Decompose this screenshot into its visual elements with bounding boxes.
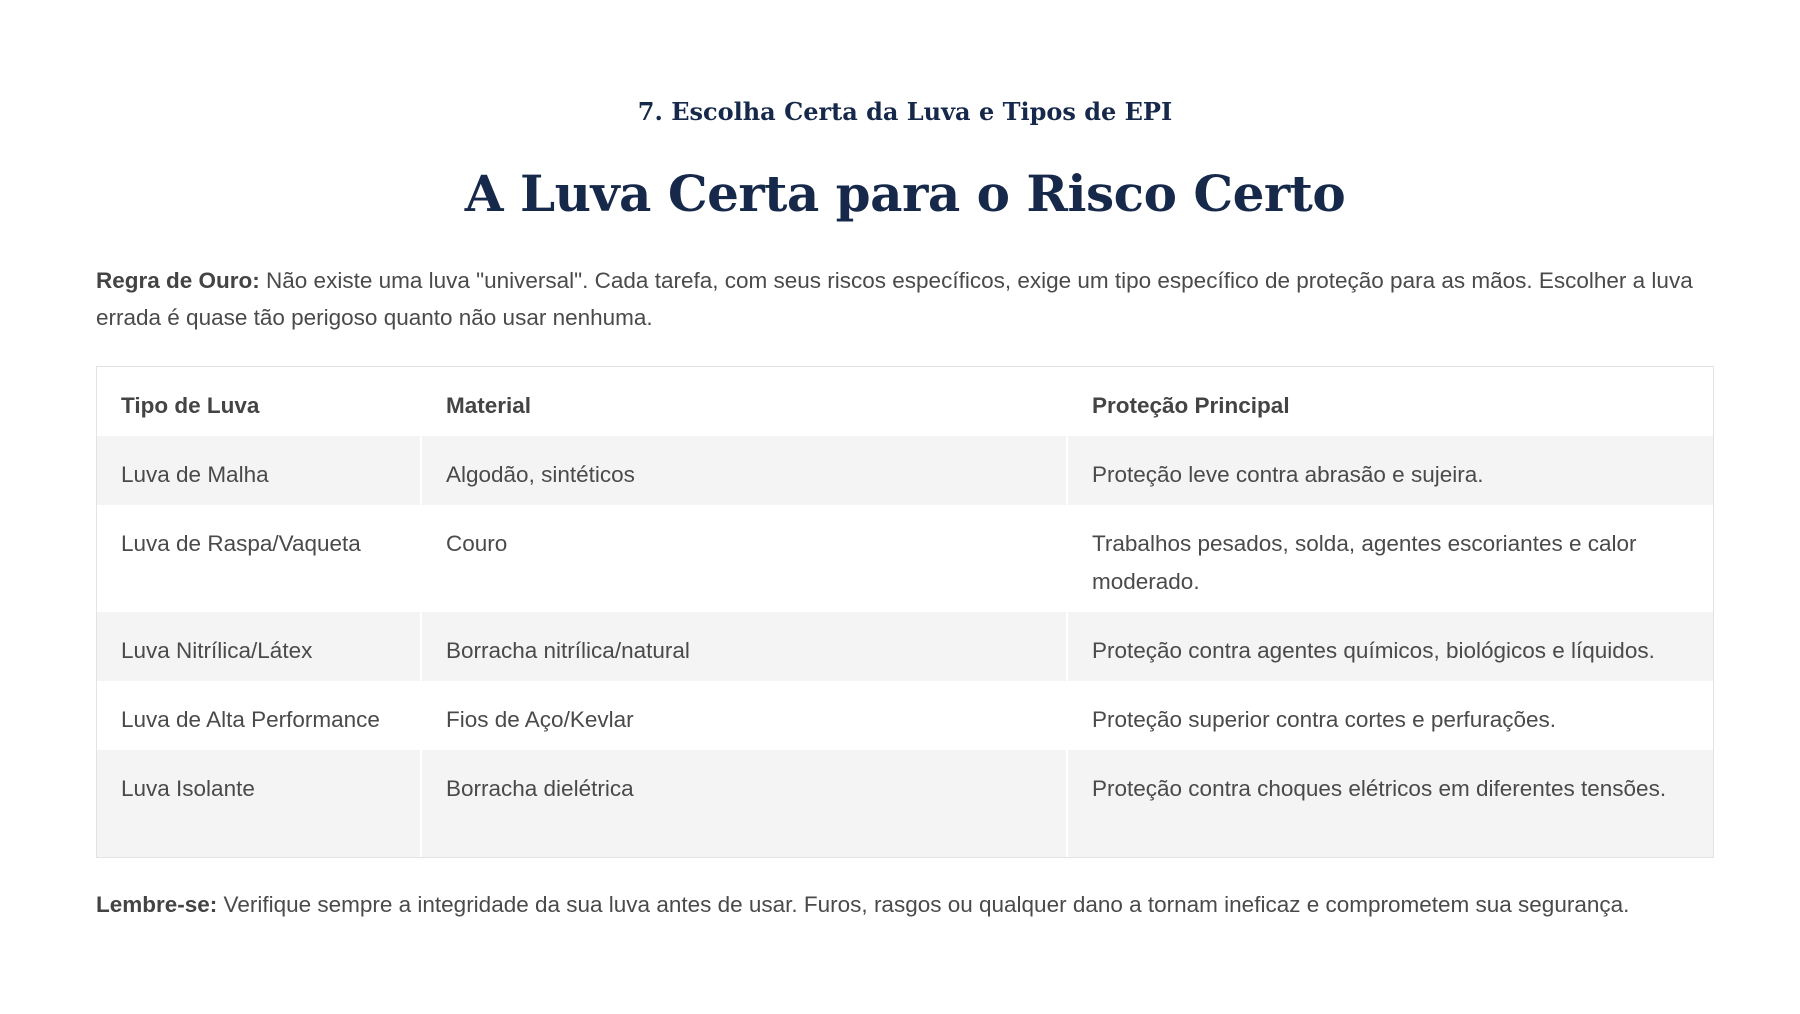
page-title: A Luva Certa para o Risco Certo: [464, 164, 1346, 223]
cell-protection: Proteção contra agentes químicos, biológicos e líquidos.: [1067, 612, 1713, 681]
cell-material: Couro: [421, 505, 1067, 612]
table-header-row: [97, 367, 1713, 436]
table-row: [97, 750, 1713, 857]
table-row: [97, 436, 1713, 505]
cell-material: Borracha dielétrica: [421, 750, 1067, 857]
note-label: Lembre-se:: [96, 892, 218, 917]
cell-protection: Proteção superior contra cortes e perfurações.: [1067, 681, 1713, 750]
cell-material: Borracha nitrílica/natural: [421, 612, 1067, 681]
column-header-material: Material: [421, 367, 1067, 436]
cell-material: Algodão, sintéticos: [421, 436, 1067, 505]
column-header-type: Tipo de Luva: [97, 367, 421, 436]
table-row: [97, 505, 1713, 612]
intro-paragraph: [96, 262, 1714, 336]
cell-protection: Trabalhos pesados, solda, agentes escoriantes e calor moderado.: [1067, 505, 1713, 612]
column-header-protection: Proteção Principal: [1067, 367, 1713, 436]
cell-protection: Proteção contra choques elétricos em diferentes tensões.: [1067, 750, 1713, 857]
intro-label: Regra de Ouro:: [96, 268, 260, 293]
reminder-note: [96, 886, 1714, 923]
cell-type: Luva de Alta Performance: [97, 681, 421, 750]
intro-text: Não existe uma luva "universal". Cada tarefa, com seus riscos específicos, exige um tipo específico de proteção para as mãos. Escolher a luva errada é quase tão perigoso quanto não usar nenhuma.: [96, 268, 1693, 330]
section-label: 7. Escolha Certa da Luva e Tipos de EPI: [637, 97, 1173, 126]
note-text: Verifique sempre a integridade da sua luva antes de usar. Furos, rasgos ou qualquer dano a tornam ineficaz e comprometem sua segurança.: [217, 892, 1630, 917]
cell-type: Luva Isolante: [97, 750, 421, 857]
table-row: [97, 612, 1713, 681]
cell-protection: Proteção leve contra abrasão e sujeira.: [1067, 436, 1713, 505]
cell-type: Luva Nitrílica/Látex: [97, 612, 421, 681]
cell-type: Luva de Malha: [97, 436, 421, 505]
cell-material: Fios de Aço/Kevlar: [421, 681, 1067, 750]
cell-type: Luva de Raspa/Vaqueta: [97, 505, 421, 612]
table-row: [97, 681, 1713, 750]
glove-table: [96, 366, 1714, 858]
